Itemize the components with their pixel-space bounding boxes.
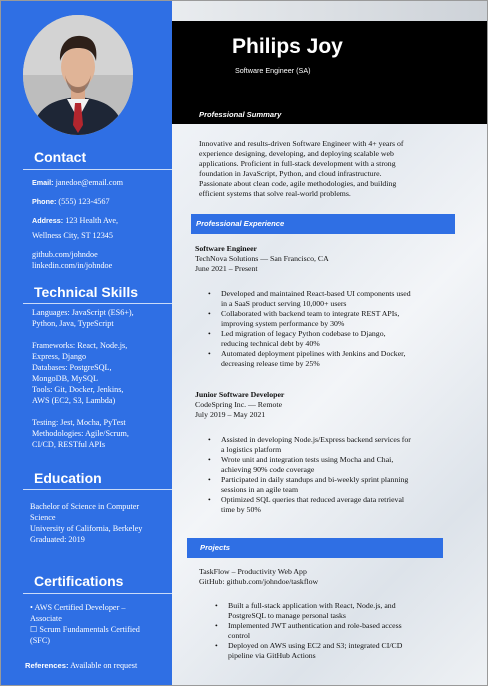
education-line: Science	[30, 513, 56, 522]
education-line: Bachelor of Science in Computer	[30, 502, 140, 511]
projects-heading: Projects	[187, 538, 443, 558]
project-header	[199, 567, 484, 587]
certifications-block	[30, 602, 170, 646]
summary-line: applications. Proficient in full-stack development with a strong	[199, 159, 396, 168]
job-dates: July 2019 – May 2021	[195, 410, 266, 419]
address-line2: Wellness City, ST 12345	[32, 231, 113, 240]
email-line	[32, 177, 172, 188]
certifications-divider	[23, 593, 173, 594]
job-company: TechNova Solutions — San Francisco, CA	[195, 254, 329, 263]
skills-heading: Technical Skills	[34, 284, 139, 300]
cert-line: • AWS Certified Developer –	[30, 603, 126, 612]
header-top-strip	[172, 1, 487, 21]
skills-block	[32, 307, 172, 450]
job-title: Software Engineer	[195, 244, 258, 253]
job-bullets	[205, 435, 485, 515]
education-block	[30, 501, 170, 545]
phone-value[interactable]: (555) 123-4567	[58, 197, 110, 206]
summary-line: efficient systems that solve real-world problems.	[199, 189, 351, 198]
skills-line: Testing: Jest, Mocha, PyTest	[32, 418, 126, 427]
project-title: TaskFlow – Productivity Web App	[199, 567, 307, 576]
job-title: Junior Software Developer	[195, 390, 285, 399]
job-bullets	[205, 289, 485, 369]
project-github-link[interactable]: GitHub: github.com/johndoe/taskflow	[199, 577, 319, 586]
skills-line: Express, Django	[32, 352, 87, 361]
cert-line: Associate	[30, 614, 62, 623]
bullet-item: • Led migration of legacy Python codebase to Django, reducing technical debt by 40%	[205, 329, 485, 349]
skills-line: Methodologies: Agile/Scrum,	[32, 429, 129, 438]
address-line	[32, 215, 172, 226]
email-label: Email:	[32, 178, 54, 187]
education-line: University of California, Berkeley	[30, 524, 143, 533]
references-value: Available on request	[70, 661, 138, 670]
bullet-item: • Automated deployment pipelines with Jenkins and Docker, decreasing release time by 25%	[205, 349, 485, 369]
job-dates: June 2021 – Present	[195, 264, 258, 273]
main-content	[172, 1, 487, 685]
bullet-item: • Built a full-stack application with React, Node.js, and PostgreSQL to manage personal tasks	[212, 601, 484, 621]
summary-heading: Professional Summary	[199, 110, 282, 119]
skills-line: MongoDB, MySQL	[32, 374, 98, 383]
cert-line: (SFC)	[30, 636, 51, 645]
summary-text	[199, 139, 484, 199]
job-header	[195, 244, 480, 274]
skills-line: Frameworks: React, Node.js,	[32, 341, 128, 350]
address-label: Address:	[32, 216, 64, 225]
summary-line: foundation in JavaScript, Python, and cloud infrastructure.	[199, 169, 382, 178]
profile-photo	[23, 15, 133, 135]
github-link[interactable]: github.com/johndoe	[32, 250, 98, 259]
skills-divider	[23, 303, 173, 304]
skills-line: AWS (EC2, S3, Lambda)	[32, 396, 116, 405]
skills-line: Languages: JavaScript (ES6+),	[32, 308, 134, 317]
phone-line	[32, 196, 172, 207]
certifications-heading: Certifications	[34, 573, 124, 589]
project-bullets	[212, 601, 484, 661]
job-company: CodeSpring Inc. — Remote	[195, 400, 283, 409]
experience-heading: Professional Experience	[191, 214, 455, 234]
contact-divider	[23, 169, 173, 170]
candidate-name: Philips Joy	[232, 35, 343, 58]
cert-line: ☐ Scrum Fundamentals Certified	[30, 625, 140, 634]
bullet-item: • Wrote unit and integration tests using Mocha and Chai, achieving 90% code coverage	[205, 455, 485, 475]
phone-label: Phone:	[32, 197, 57, 206]
skills-line: Python, Java, TypeScript	[32, 319, 114, 328]
bullet-item: • Assisted in developing Node.js/Express backend services for a logistics platform	[205, 435, 485, 455]
summary-line: Passionate about clean code, agile methodologies, and building	[199, 179, 397, 188]
skills-line: Tools: Git, Docker, Jenkins,	[32, 385, 124, 394]
bullet-item: • Participated in daily standups and bi-weekly sprint planning sessions in an agile team	[205, 475, 485, 495]
contact-heading: Contact	[34, 149, 87, 165]
header-banner	[172, 21, 487, 124]
references-line	[25, 660, 171, 671]
skills-spacer	[32, 406, 172, 417]
references-label: References:	[25, 661, 69, 670]
email-value[interactable]: janedoe@email.com	[55, 178, 123, 187]
sidebar	[1, 1, 172, 685]
skills-line: Databases: PostgreSQL,	[32, 363, 112, 372]
bullet-item: • Developed and maintained React-based UI components used in a SaaS product serving 10,000+ users	[205, 289, 485, 309]
education-heading: Education	[34, 470, 102, 486]
candidate-role: Software Engineer (SA)	[235, 66, 311, 75]
education-line: Graduated: 2019	[30, 535, 85, 544]
address-line1: 123 Health Ave,	[65, 216, 119, 225]
bullet-item: • Implemented JWT authentication and role-based access control	[212, 621, 484, 641]
bullet-item: • Deployed on AWS using EC2 and S3; integrated CI/CD pipeline via GitHub Actions	[212, 641, 484, 661]
skills-spacer	[32, 329, 172, 340]
skills-line: CI/CD, RESTful APIs	[32, 440, 106, 449]
contact-block	[32, 177, 172, 271]
job-header	[195, 390, 480, 420]
summary-line: Innovative and results-driven Software Engineer with 4+ years of	[199, 139, 404, 148]
education-divider	[23, 489, 173, 490]
bullet-item: • Optimized SQL queries that reduced average data retrieval time by 50%	[205, 495, 485, 515]
bullet-item: • Collaborated with backend team to integrate REST APIs, improving system performance by 30%	[205, 309, 485, 329]
summary-line: experience designing, developing, and deploying scalable web	[199, 149, 394, 158]
linkedin-link[interactable]: linkedin.com/in/johndoe	[32, 261, 113, 270]
